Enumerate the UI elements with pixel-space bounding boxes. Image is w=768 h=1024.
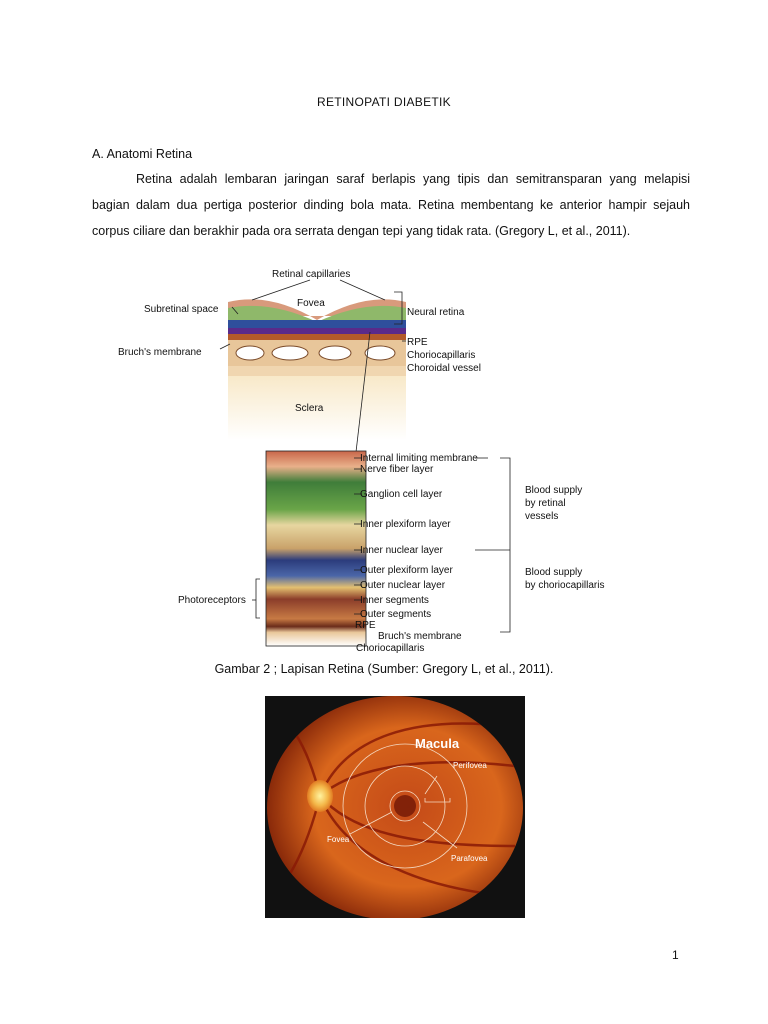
label-outer-nuclear-layer: Outer nuclear layer [360,580,446,591]
paragraph-line-2: bagian dalam dua pertiga posterior dinding bola mata. Retina membentang ke anterior hampir sejauh [92,198,690,212]
label-retinal-capillaries: Retinal capillaries [272,269,351,280]
retina-cross-section [228,299,406,440]
label-sclera: Sclera [295,403,324,414]
label-inner-nuclear-layer: Inner nuclear layer [360,545,443,556]
label-parafovea: Parafovea [451,854,488,863]
label-rpe: RPE [355,620,376,631]
figure-caption: Gambar 2 ; Lapisan Retina (Sumber: Gregory L, et al., 2011). [214,662,554,676]
label-bruchs-membrane-top: Bruch's membrane [118,347,202,358]
label-choriocapillaris: Choriocapillaris [356,643,425,654]
label-blood-supply-retinal-1: Blood supply [525,485,583,496]
label-nerve-fiber-layer: Nerve fiber layer [360,464,434,475]
label-subretinal-space: Subretinal space [144,304,219,315]
label-internal-limiting-membrane: Internal limiting membrane [360,453,478,464]
paragraph-line-3: corpus ciliare dan berakhir pada ora serrata dengan tepi yang tidak rata. (Gregory L, et al., 2011). [92,224,631,238]
label-blood-supply-retinal-3: vessels [525,511,559,522]
label-outer-plexiform-layer: Outer plexiform layer [360,565,453,576]
label-perifovea: Perifovea [453,761,487,770]
label-blood-supply-retinal-2: by retinal [525,498,566,509]
label-outer-segments: Outer segments [360,609,432,620]
label-blood-supply-chorio-2: by choriocapillaris [525,580,605,591]
label-macula: Macula [415,736,460,751]
page-number: 1 [672,948,679,962]
label-rpe-top: RPE [407,337,428,348]
label-inner-plexiform-layer: Inner plexiform layer [360,519,451,530]
label-inner-segments: Inner segments [360,595,429,606]
section-heading: A. Anatomi Retina [92,147,193,161]
paragraph-line-1: Retina adalah lembaran jaringan saraf berlapis yang tipis dan semitransparan yang melapisi [136,172,690,186]
label-choriocapillaris-top: Choriocapillaris [407,350,476,361]
fundus-photo [265,696,525,918]
label-bruchs-membrane: Bruch's membrane [378,631,462,642]
document-title: RETINOPATI DIABETIK [317,95,451,109]
label-ganglion-cell-layer: Ganglion cell layer [360,489,443,500]
label-blood-supply-chorio-1: Blood supply [525,567,583,578]
label-fovea-top: Fovea [297,298,325,309]
retina-layers-enlarged [266,451,366,646]
label-fovea: Fovea [327,835,350,844]
retina-layers-figure [118,262,640,657]
label-neural-retina: Neural retina [407,307,465,318]
label-choroidal-vessel: Choroidal vessel [407,363,481,374]
label-photoreceptors: Photoreceptors [178,595,246,606]
